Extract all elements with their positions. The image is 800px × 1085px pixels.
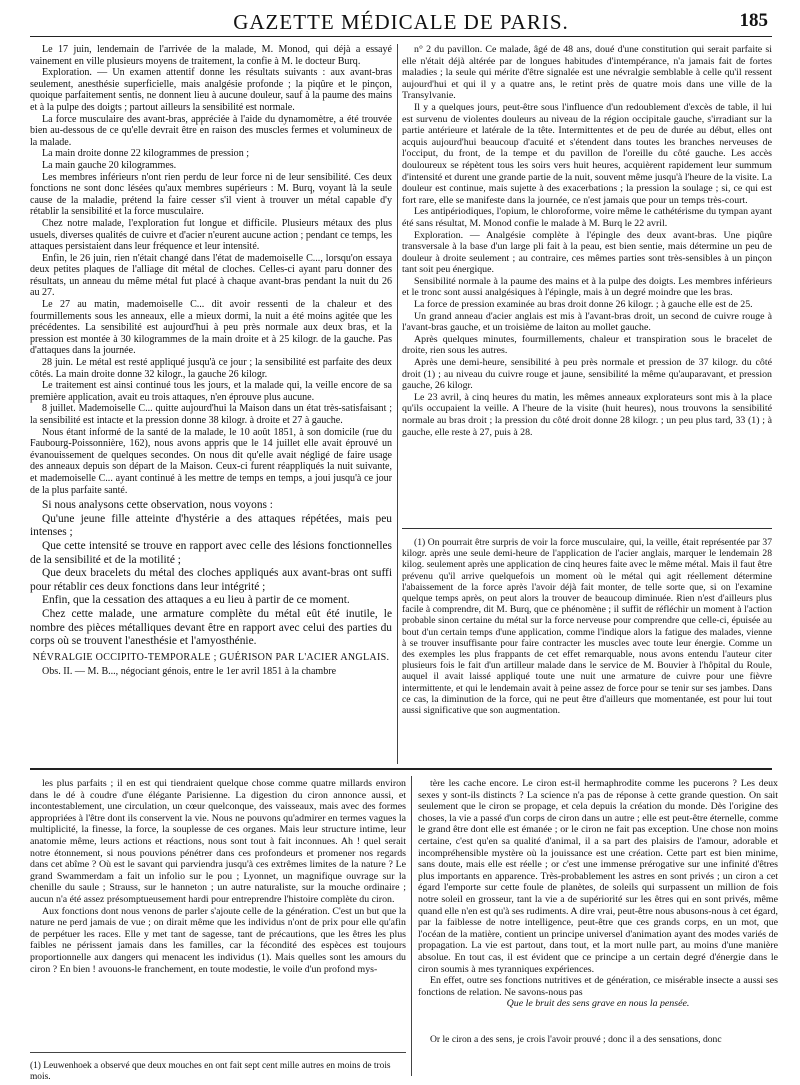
paragraph: Nous étant informé de la santé de la malade, le 10 août 1851, à son domicile (rue du Faubourg-Poissonnière, 162), nous avons appris que le 14 juillet elle avait éprouvé un évanouissement de quelques secondes. On nous dit qu'elle avait négligé de faire usage des anneaux depuis son départ de la Maison. Ceux-ci furent réappliqués la nuit suivante, et mademoiselle C... ayant continué à les mettre de temps en temps, a joui jusqu'à ce jour de la plus parfaite santé. bbox=[30, 426, 392, 496]
analysis-line: Que cette intensité se trouve en rapport avec celle des lésions fonctionnelles de la sensibilité et de la motilité ; bbox=[30, 539, 392, 566]
column-right-top bbox=[402, 44, 772, 528]
paragraph: Sensibilité normale à la paume des mains et à la pulpe des doigts. Les membres inférieurs et le tronc sont aussi analgésiques à l'épingle, mais à un degré moindre que les bras. bbox=[402, 275, 772, 299]
column-left-bottom bbox=[30, 778, 406, 1050]
analysis-line: Qu'une jeune fille atteinte d'hystérie a des attaques répétées, mais peu intenses ; bbox=[30, 512, 392, 539]
footnote-right bbox=[402, 528, 772, 771]
closing-line bbox=[418, 1034, 778, 1046]
paragraph: Il y a quelques jours, peut-être sous l'influence d'un redoublement d'excès de table, il lui est survenu de violentes douleurs au niveau de la région occipitale gauche, s'irradiant sur la partie antérieure et latérale de la tête. Intermittentes et de peu de durée au début, elles ont acquis aujourd'hui beaucoup d'acuité et s'étendent dans toutes les branches nerveuses de l'occiput, du front, de la tempe et du pavillon de l'oreille du côté gauche. Les accès douloureux se répètent tous les soirs vers huit heures, acquièrent rapidement leur summum d'intensité et durent une grande partie de la nuit, souvent même jusqu'à l'heure de la visite. La douleur est continue, mais sujette à des exacerbations ; la pression la soulage ; si, ce qui est fort rare, elle se manifeste dans la journée, ce n'est jamais que pour un temps très-court. bbox=[402, 101, 772, 206]
section-heading: NÉVRALGIE OCCIPITO-TEMPORALE ; GUÉRISON PAR L'ACIER ANGLAIS. bbox=[32, 651, 390, 663]
paragraph: Les antipériodiques, l'opium, le chloroforme, voire même le cathétérisme du tympan ayant été sans résultat, M. Monod confie le malade à M. Burq le 22 avril. bbox=[402, 206, 772, 229]
journal-title: GAZETTE MÉDICALE DE PARIS. bbox=[233, 10, 569, 34]
paragraph: Exploration. — Un examen attentif donne les résultats suivants : aux avant-bras seulement, anesthésie superficielle, mais analgésie profonde ; la piqûre et le pinçon, quoique parfaitement sentis, ne donnent lieu à aucune douleur, sauf à la paume des mains et à la pulpe des doigts ; partout ailleurs la sensibilité est normale. bbox=[30, 67, 392, 113]
analysis-line: Enfin, que la cessation des attaques a eu lieu à partir de ce moment. bbox=[42, 594, 350, 607]
analysis-line: Si nous analysons cette observation, nous voyons : bbox=[42, 499, 273, 512]
paragraph: Le traitement est ainsi continué tous les jours, et la malade qui, la veille encore de sa première application, avait eu trois attaques, n'en éprouve plus aucune. bbox=[30, 380, 392, 403]
column-divider bbox=[397, 44, 398, 764]
column-right-bottom bbox=[418, 778, 778, 1038]
paragraph: La force musculaire des avant-bras, appréciée à l'aide du dynamomètre, a été trouvée bien au-dessous de ce qu'elle devrait être en raison des muscles fermes et volumineux de la malade. bbox=[30, 113, 392, 148]
paragraph: Le 17 juin, lendemain de l'arrivée de la malade, M. Monod, qui déjà a essayé vainement en ville plusieurs moyens de traitement, la confie à M. le docteur Burq. bbox=[30, 44, 392, 67]
paragraph: 8 juillet. Mademoiselle C... quitte aujourd'hui la Maison dans un état très-satisfaisant ; la sensibilité est intacte et la pression donne 38 kilogr. à droite et 27 à gauche. bbox=[30, 403, 392, 426]
paragraph: Exploration. — Analgésie complète à l'épingle des deux avant-bras. Une piqûre transversale à la base d'un large pli fait à la peau, est bien sentie, mais détermine un peu de douleur à droite seulement ; au contraire, ces mêmes parties sont très-sensibles à un pinçon tant soit peu énergique. bbox=[402, 229, 772, 276]
paragraph: Aux fonctions dont nous venons de parler s'ajoute celle de la génération. C'est un but que la nature ne perd jamais de vue ; on dirait même que les individus n'ont de prix pour elle qu'afin de perpétuer les races. Elle y met tant de sagesse, tant de précautions, que les êtres les plus faibles ne périssent jamais dans les familles, car la fécondité des espèces est toujours proportionnelle aux dangers qui menacent les individus (1). Mais quelles sont les amours du ciron ? En bien ! avouons-le franchement, en toute modestie, le voile d'un profond mys- bbox=[30, 905, 406, 975]
analysis-line: Chez cette malade, une armature complète du métal eût été inutile, le nombre des pièces métalliques devant être en rapport avec celui des parties du corps où se trouvent l'anesthésie et l'amyosthénie. bbox=[30, 607, 392, 648]
paragraph: n° 2 du pavillon. Ce malade, âgé de 48 ans, doué d'une constitution qui serait parfaite si elle n'était déjà altérée par de longues habitudes d'intempérance, n'a jamais fait de fortes maladies ; la seule qui mérite d'être signalée est une névralgie semblable à celle qu'il ressent aujourd'hui et qui il y a quatre ans, le retint près de quatre mois dans une ville de la Transylvanie. bbox=[402, 44, 772, 102]
paragraph: La force de pression examinée au bras droit donne 26 kilogr. ; à gauche elle est de 25. bbox=[414, 299, 753, 311]
paragraph: Un grand anneau d'acier anglais est mis à l'avant-bras droit, un second de cuivre rouge à l'avant-bras gauche, et un troisième de laiton au mollet gauche. bbox=[402, 310, 772, 334]
footnote-left-bottom bbox=[30, 1052, 406, 1083]
paragraph: Or le ciron a des sens, je crois l'avoir prouvé ; donc il a des sensations, donc bbox=[430, 1034, 722, 1045]
paragraph: Le 27 au matin, mademoiselle C... dit avoir ressenti de la chaleur et des fourmillements sous les anneaux, elle a mieux dormi, la nuit a été moins agitée que les précédentes. La sensibilité est aujourd'hui à peu près normale aux deux bras, et la pression est montée à 30 kilogrammes de la main droite et à 25 kilogr. de la gauche. Pas d'attaques dans la journée. bbox=[30, 299, 392, 357]
paragraph: Chez notre malade, l'exploration fut longue et difficile. Plusieurs métaux des plus usuels, diverses qualités de cuivre et d'acier n'eurent aucune action ; pendant ce temps, les attaques persistaient dans leur fréquence et leur intensité. bbox=[30, 217, 392, 253]
page-header bbox=[30, 8, 772, 37]
observation-intro: Obs. II. — M. B..., négociant génois, entre le 1er avril 1851 à la chambre bbox=[42, 666, 337, 678]
page-number: 185 bbox=[739, 10, 768, 31]
paragraph: 28 juin. Le métal est resté appliqué jusqu'à ce jour ; la sensibilité est parfaite des deux côtés. La main droite donne 32 kilogr., la gauche 26 kilogr. bbox=[30, 357, 392, 380]
paragraph: tère les cache encore. Le ciron est-il hermaphrodite comme les pucerons ? Les deux sexes y sont-ils distincts ? La science n'a pas de réponse à cette grande question. On sait seulement que le ciron se propage, et cela depuis la création du monde. Dès l'origine des choses, la vie a passé d'un corps de ciron dans un autre ; elle est peut-être éternelle, comme le grand être dont elle est émanée ; or le ciron ne fait pas exception. Une chose non moins certaine, c'est qu'en sa qualité d'animal, il a sa part des plaisirs de l'amour, adorable et incompréhensible mystère où la jouissance est une création. Cette part est bien minime, sans doute, mais elle est réelle ; or c'est une immense prérogative sur une infinité d'êtres plus importants en apparence. Très-probablement les astres en sont privés ; un ciron a cet égard l'emporte sur cette foule de planètes, de soleils qui surpassent un million de fois notre soleil en grosseur, tant la vie a de supériorité sur les êtres qui en sont privés, même quand elle n'en est qu'à ses rudiments. A dire vrai, peut-être nous abusons-nous à cet égard, par la faiblesse de notre intelligence, peut-être que ces grands corps, en un mot, que l'océan de la matière, contient un principe universel d'animation ayant des modes variés de propagation. La vie est partout, dans tout, et la mort nulle part, au moins d'une manière absolue. En tout cas, il est évident que ce principe a un certain degré d'énergie dans le ciron soumis à mes tyranniques expériences. bbox=[418, 778, 778, 975]
footnote-text: (1) On pourrait être surpris de voir la force musculaire, qui, la veille, était représentée par 37 kilogr. après une seule demi-heure de l'application de l'acier anglais, marquer le lendemain 28 kilog. seulement après une application de cinq heures faite avec le même métal. Mais il faut être prévenu qu'il arrive quelquefois un moment où le métal qui agit réellement détermine l'abaissement de la force après l'avoir déjà fait monter, de telle sorte que, si on l'examine quelque temps après, on peut alors la trouver de beaucoup diminuée. Rien n'est d'ailleurs plus facile à comprendre, dit M. Burq, que ce phénomène ; il suffit de réfléchir un moment à l'action probable sinon certaine du métal sur la force nerveuse pour comprendre que celle-ci, épuisée au bout d'un certain temps d'une application, comme l'indique alors la fatigue des malades, vienne à se trouver insuffisante pour faire contracter les muscles avec toute leur énergie. Comme un des exemples les plus frappants de cet effet remarquable, nous avons entendu l'auteur citer plusieurs fois le fait d'un artilleur malade dans le service de M. Bouvier à l'hôpital du Roule, auquel il avait laissé appliqué toute une nuit une armature de cuivre pour une fièvre intermittente, et qui le lendemain avait à peine assez de force pour se tenir sur ses jambes. Dans ce cas, la diminution de la force, qui ne peut être d'ailleurs que momentanée, est pour lui tout aussi significative que son augmentation. bbox=[402, 537, 772, 717]
feuilleton-rule bbox=[30, 768, 772, 770]
paragraph: Après quelques minutes, fourmillements, chaleur et transpiration sous le bracelet de droite, rien sous les autres. bbox=[402, 333, 772, 357]
column-left-top bbox=[30, 44, 392, 764]
paragraph: La main gauche 20 kilogrammes. bbox=[42, 159, 177, 171]
verse-quote: Que le bruit des sens grave en nous la pensée. bbox=[506, 998, 690, 1010]
analysis-line: Que deux bracelets du métal des cloches appliqués aux avant-bras ont suffi pour rétablir ces deux fonctions dans leur intégrité ; bbox=[30, 567, 392, 593]
paragraph: Les membres inférieurs n'ont rien perdu de leur force ni de leur sensibilité. Ces deux fonctions ne sont donc lésées qu'aux membres supérieurs : M. Burq, voyant là la seule cause de la maladie, prétend la faire cesser s'il vient à trouver un métal capable d'y rétablir la sensibilité et la force musculaire. bbox=[30, 171, 392, 218]
paragraph: En effet, outre ses fonctions nutritives et de génération, ce misérable insecte a aussi ses fonctions de relation. Ne savons-nous pas bbox=[418, 975, 778, 998]
paragraph: les plus parfaits ; il en est qui tiendraient quelque chose comme quatre millards environ dans le dé à coudre d'une élégante Parisienne. La digestion du ciron annonce aussi, et incontestablement, une circulation, un cœur quelconque, des vaisseaux, mais avec des formes appropriées à l'être dont ils conservent la vie. Nous ne pouvons qu'admirer en termes vagues la multiplicité, la finesse, la force, la souplesse de ces organes. Mais leur structure intime, leur anatomie même, leurs actions et réactions, nous sont tout à fait inconnues. Ah ! quel serait notre étonnement, si nous pouvions pénétrer dans ces profondeurs et promener nos regards dans cet abîme ? Où est le savant qui parviendra jusqu'à ces extrêmes limites de la nature ? Le grand Swammerdam a fait un infolio sur le pou ; Lyonnet, un magnifique ouvrage sur la chenille du saule ; Strauss, sur le hanneton ; un autre naturaliste, sur la mouche ordinaire ; aucun n'a été assez présomptueusement hardi pour entreprendre l'histoire complète du ciron. bbox=[30, 778, 406, 905]
paragraph: La main droite donne 22 kilogrammes de pression ; bbox=[42, 148, 250, 160]
paragraph: Enfin, le 26 juin, rien n'était changé dans l'état de mademoiselle C..., lorsqu'on essaya deux petites plaques de l'alliage dit métal de cloches. Celles-ci ayant paru donner des résultats, un anneau du même métal fut placé à chaque avant-bras pendant la nuit du 26 au 27. bbox=[30, 252, 392, 299]
column-divider bbox=[411, 776, 412, 1076]
paragraph: Le 23 avril, à cinq heures du matin, les mêmes anneaux explorateurs sont mis à la place qu'ils occupaient la veille. A l'heure de la visite (huit heures), nous trouvons la sensibilité normale au bras droit ; la pression du côté droit donne 28 kilogr. ; un peu plus tard, 33 (1) ; à gauche, elle reste à 27, puis à 28. bbox=[402, 391, 772, 438]
paragraph: Après une demi-heure, sensibilité à peu près normale et pression de 37 kilogr. du côté droit (1) ; au niveau du cuivre rouge et jaune, sensibilité la même qu'auparavant, et pression gauche, 26 kilogr. bbox=[402, 357, 772, 392]
footnote-text: (1) Leuwenhoek a observé que deux mouches en ont fait sept cent mille autres en moins de trois mois. bbox=[30, 1061, 391, 1082]
